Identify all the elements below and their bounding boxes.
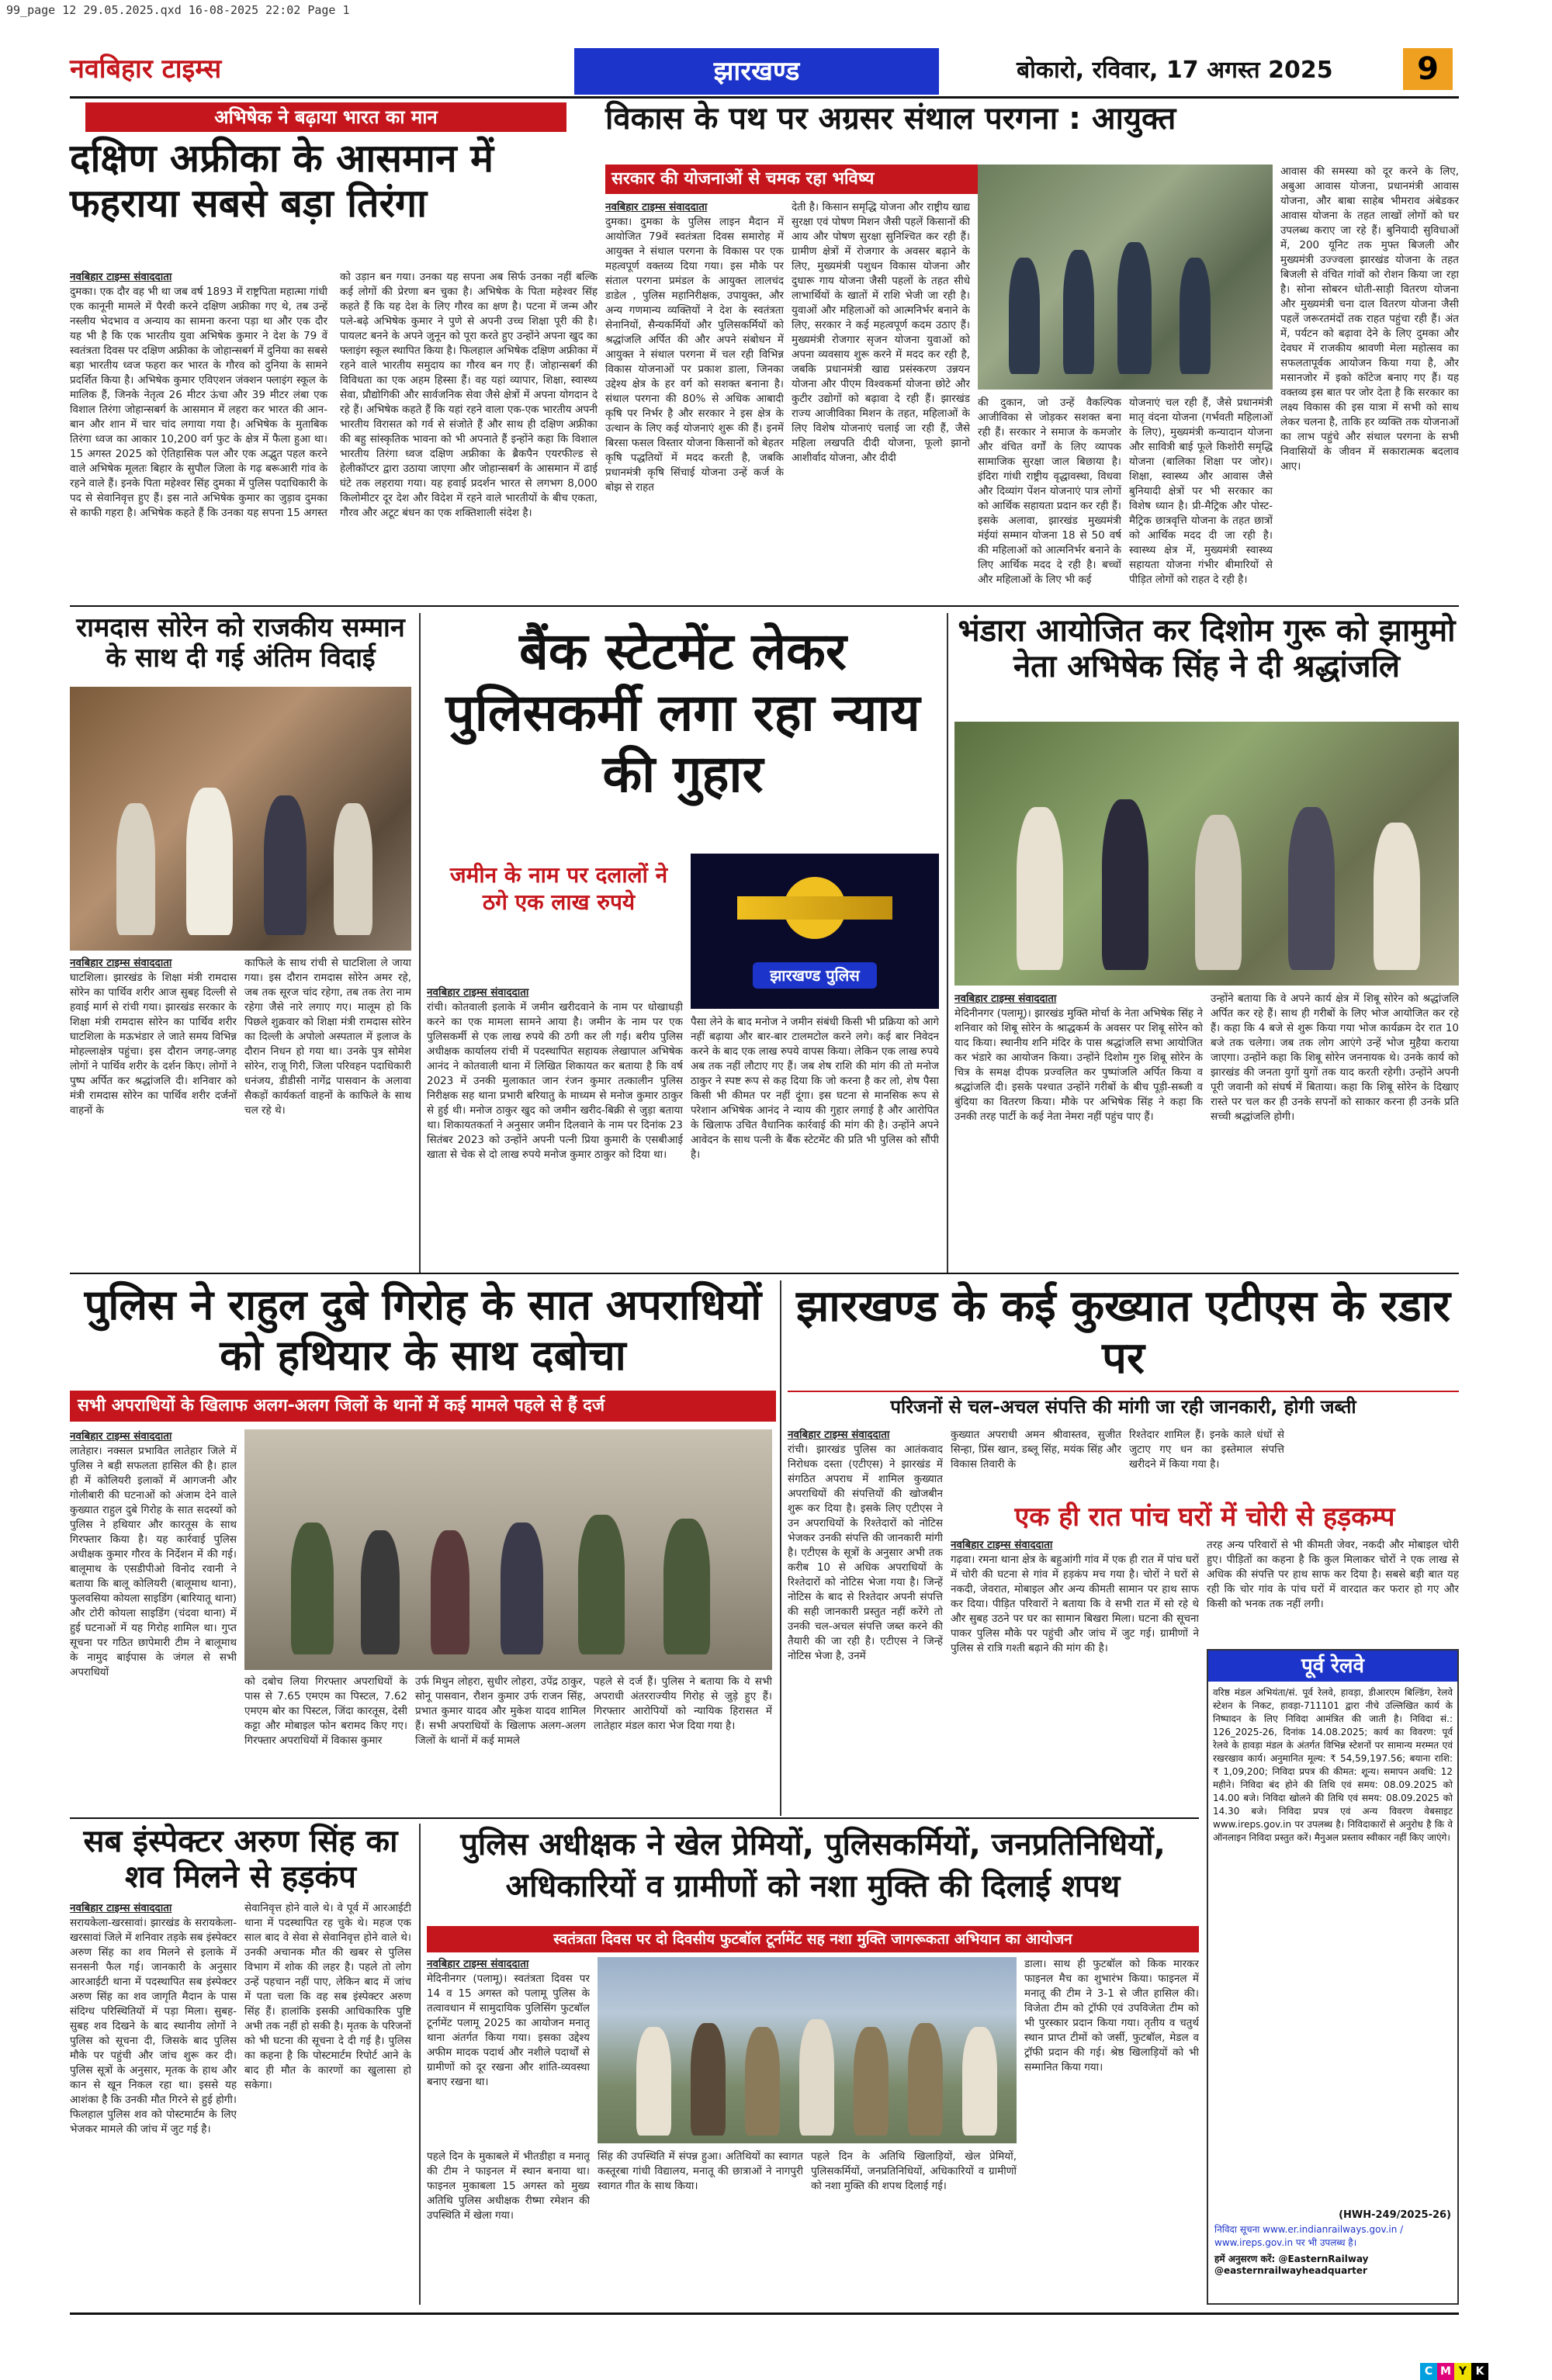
ad-social: हमें अनुसरण करें: @EasternRailway @easternrailwayheadquarter: [1214, 2254, 1369, 2276]
story4-byline: नवबिहार टाइम्स संवाददाता: [427, 986, 529, 999]
col-sep-2: [947, 613, 948, 1273]
section-banner: झारखण्ड: [574, 48, 939, 95]
story3-byline: नवबिहार टाइम्स संवाददाता: [70, 957, 172, 969]
story4-subhead: जमीन के नाम पर दलालों ने ठगे एक लाख रुपये: [449, 862, 668, 915]
story6-headline: पुलिस ने राहुल दुबे गिरोह के सात अपराधियों को हथियार के साथ दबोचा: [84, 1280, 762, 1380]
cyan-swatch: C: [1420, 2363, 1437, 2380]
story6-col4: पहले से दर्ज हैं। पुलिस ने बताया कि ये सभी अपराधी अंतरराज्यीय गिरोह से जुड़े हुए हैं। गिरफ्तार आरोपियों को न्यायिक हिरासत में लातेहार मंडल कारा भेज दिया गया है।: [594, 1675, 772, 1732]
print-slug: 99_page 12 29.05.2025.qxd 16-08-2025 22:02 Page 1: [6, 3, 350, 17]
story4-text-1: रांची। कोतवाली इलाके में जमीन खरीदवाने के नाम पर धोखाधड़ी करने का एक मामला सामने आया है। जमीन के नाम पर एक पुलिसकर्मी से एक लाख रुपये की ठगी कर ली गई। बरीय पुलिस अधीक्षक कार्यालय रांची में पदस्थापित सहायक लेखापाल अभिषेक आनंद ने कोतवाली थाना में लिखित शिकायत कर बताया है कि वर्ष 2023 में उनकी मुलाकात जान रंजन कुमार तत्कालीन पुलिस निरीक्षक सह थाना प्रभारी बरियातु के माध्यम से मनोज कुमार ठाकुर से हुई थी। मनोज ठाकुर खुद को जमीन खरीद-बिक्री से जुड़ा बताया था। शिकायतकर्ता ने अनुसार जमीन दिलवाने के नाम पर दिनांक 23 सितंबर 2023 को उन्होंने अपनी पत्नी प्रिया कुमारी के एसबीआई खाता से चेक से दो लाख रुपये मनोज कुमार ठाकुर को दिया था।: [427, 1001, 683, 1161]
story5-text-1: मेदिनीनगर (पलामू)। झारखंड मुक्ति मोर्चा के नेता अभिषेक सिंह ने शनिवार को शिबू सोरेन के श्राद्धकर्म के अवसर पर शिबू सोरेन को याद किया। स्थानीय शनि मंदिर के पास श्रद्धांजलि सभा आयोजित कर भंडारे का आयोजन किया। उन्होंने दिशोम गुरु शिबू सोरेन के चित्र के समक्ष दीपक प्रज्वलित कर पुष्पांजलि अर्पित किया व श्रद्धांजलि दी। इसके पश्चात उन्होंने गरीबों के बीच पूड़ी-सब्जी व बुंदिया का वितरण किया। मौके पर अभिषेक सिंह ने कहा कि उनकी तरह पार्टी के कई नेता नेमरा नहीं पहुंच पाए हैं।: [954, 1007, 1203, 1123]
story9-col1: [70, 1901, 237, 2305]
col-sep-4: [419, 1824, 421, 2305]
story7-col3: रिश्तेदार शामिल हैं। इनके काले धंधों से जुटाए गए धन का इस्तेमाल संपत्ति खरीदने में किया गया है।: [1129, 1429, 1284, 1471]
row-rule-3: [70, 1817, 1199, 1819]
story7-byline: नवबिहार टाइम्स संवाददाता: [788, 1429, 890, 1441]
story7-col1: [788, 1428, 943, 1808]
story2-text-1: दुमका। दुमका के पुलिस लाइन मैदान में आयोजित 79वें स्वतंत्रता दिवस समारोह में आयुक्त ने संथाल परगना के विकास पर एक महत्वपूर्ण वक्तव्य दिया गया। इस मौके पर संताल परगना प्रमंडल के आयुक्त लालचंद डाडेल , पुलिस महानिरीक्षक, उपायुक्त, और अन्य गणमान्य व्यक्तियों ने देश के स्वतंत्रता सेनानियों, सैन्यकर्मियों और पुलिसकर्मियों को श्रद्धांजलि अर्पित की और अपने संबोधन में आयुक्त ने संथाल परगना में चल रही विभिन्न विकास योजनाओं पर प्रकाश डाला, जिनका उद्देश्य क्षेत्र के हर वर्ग को सशक्त बनाना है। संथाल परगना की 80% से अधिक आबादी कृषि पर निर्भर है और सरकार ने इस क्षेत्र के उत्थान के लिए कई योजनाएं शुरू की हैं। इनमें बिरसा फसल विस्तार योजना किसानों को बेहतर कृषि पद्धतियों में मदद करती है, जबकि प्रधानमंत्री कृषि सिंचाई योजना उन्हें कर्ज के बोझ से राहत: [605, 216, 784, 494]
story10-col5: डाला। साथ ही फुटबॉल को किक मारकर फाइनल मैच का शुभारंभ किया। फाइनल में मनातू की टीम ने 3-1 से जीत हासिल की। विजेता टीम को ट्रॉफी एवं उपविजेता टीम को भी पुरस्कार प्रदान किया गया। तृतीय व चतुर्थ स्थान प्राप्त टीमों को जर्सी, फुटबॉल, मेडल व ट्रॉफी प्रदान की गई। श्रेष्ठ खिलाड़ियों को भी सम्मानित किया गया।: [1024, 1958, 1199, 2073]
story2-headline: विकास के पथ पर अग्रसर संथाल परगना : आयुक्त: [605, 101, 1176, 137]
story1-body: [70, 270, 598, 604]
story10-headline: पुलिस अधीक्षक ने खेल प्रेमियों, पुलिसकर्मियों, जनप्रतिनिधियों, अधिकारियों व ग्रामीणों को नशा मुक्ति की दिलाई शपथ: [460, 1827, 1166, 1904]
story9-byline: नवबिहार टाइम्स संवाददाता: [70, 1902, 172, 1914]
ad-ref: (HWH-249/2025-26): [1339, 2209, 1451, 2221]
story10-col3: सिंह की उपस्थिति में संपन्न हुआ। अतिथियों का स्वागत कस्तूरबा गांधी विद्यालय, मनातू की छात्राओं ने नागपुरी स्वागत गीत के साथ किया।: [598, 2150, 803, 2192]
story1-kicker: अभिषेक ने बढ़ाया भारत का मान: [85, 102, 566, 132]
story10-subhead: स्वतंत्रता दिवस पर दो दिवसीय फुटबॉल टूर्नामेंट सह नशा मुक्ति जागरूकता अभियान का आयोजन: [427, 1926, 1199, 1952]
story10-col2: पहले दिन के मुकाबले में भीतडीहा व मनातू की टीम ने फाइनल में स्थान बनाया था। फाइनल मुकाबला 15 अगस्त को मुख्य अतिथि पुलिस अधीक्षक रीष्मा रमेशन की उपस्थिति में खेला गया।: [427, 2150, 590, 2222]
story2-photo: [978, 165, 1273, 390]
story8-headline: एक ही रात पांच घरों में चोरी से हड़कम्प: [1014, 1502, 1395, 1533]
story8-col2: तरह अन्य परिवारों से भी कीमती जेवर, नकदी और मोबाइल चोरी हुए। पीड़ितों का कहना है कि कुल मिलाकर चोरों ने एक लाख से अधिक की संपत्ति पर हाथ साफ कर दिया है। सबसे बड़ी बात यह रही कि चोर गांव के पांच घरों में वारदात कर फरार हो गए और किसी को भनक तक नहीं लगी।: [1207, 1539, 1459, 1610]
story3-headline: रामदास सोरेन को राजकीय सम्मान के साथ दी गई अंतिम विदाई: [76, 612, 405, 674]
story6-col2: को दबोच लिया गिरफ्तार अपराधियों के पास से 7.65 एमएम का पिस्टल, 7.62 एमएम बोर का पिस्टल, जिंदा कारतूस, देसी कट्टा और मोबाइल फोन बरामद किए गए। गिरफ्तार अपराधियों में विकास कुमार: [244, 1675, 407, 1747]
story8-byline: नवबिहार टाइम्स संवाददाता: [951, 1539, 1053, 1551]
magenta-swatch: M: [1437, 2363, 1454, 2380]
print-color-bar: [1420, 2363, 1488, 2380]
story9-text-1: सरायकेला-खरसावां। झारखंड के सरायकेला-खरसावां जिले में शनिवार तड़के सब इंस्पेक्टर अरुण सिंह का शव मिलने से इलाके में सनसनी फैल गई। जानकारी के अनुसार आरआईटी थाना में पदस्थापित सब इंस्पेक्टर अरुण सिंह का शव जागृति मैदान के पास संदिग्ध परिस्थितियों में पड़ा मिला। सुबह-सुबह शव दिखने के बाद स्थानीय लोगों ने पुलिस को सूचना दी, जिसके बाद पुलिस मौके पर पहुंची और जांच शुरू कर दी। पुलिस सूत्रों के अनुसार, मृतक के हाथ और कान से खून निकल रहा था। इससे यह आशंका है कि उनकी मौत गिरने से हुई होगी। फिलहाल पुलिस शव को पोस्टमार्टम के लिए भेजकर मामले की जांच में जुट गई है।: [70, 1917, 237, 2136]
story3-col1: [70, 956, 237, 1266]
police-badge-label: झारखण्ड पुलिस: [753, 962, 877, 989]
story6-col3: उर्फ मिथुन लोहरा, सुधीर लोहरा, उपेंद्र ठाकुर, सोनू पासवान, रौशन कुमार उर्फ राजन सिंह, प्रभात कुमार यादव और मुकेश यादव शामिल हैं। सभी अपराधियों के खिलाफ अलग-अलग जिलों के थानों में कई मामले: [415, 1675, 586, 1747]
ad-body: वरिष्ठ मंडल अभियंता/सं. पूर्व रेलवे, हावड़ा, डीआरएम बिल्डिंग, रेलवे स्टेशन के निकट, हावड़ा-711101 द्वारा नीचे उल्लिखित कार्य के निष्पादन के लिए निविदा आमंत्रित की जाती है। निविदा सं.: 126_2025-26, दिनांक 14.08.2025; कार्य का विवरण: पूर्व रेलवे के हावड़ा मंडल के अंतर्गत विभिन्न स्टेशनों पर सामान्य मरम्मत एवं रखरखाव कार्य। अनुमानित मूल्य: ₹ 54,59,197.56; बयाना राशि: ₹ 1,09,200; निविदा प्रपत्र की कीमत: शून्य। समापन अवधि: 12 महीने। निविदा बंद होने की तिथि एवं समय: 08.09.2025 को 14.00 बजे। निविदा खोलने की तिथि एवं समय: 08.09.2025 को 14.30 बजे। निविदा प्रपत्र एवं अन्य विवरण वेबसाइट www.ireps.gov.in पर उपलब्ध है। निविदाकारों से अनुरोध है कि वे ऑनलाइन निविदा प्रस्तुत करें। मैनुअल प्रस्ताव स्वीकार नहीं किए जाएंगे।: [1213, 1687, 1453, 1843]
story4-col2: पैसा लेने के बाद मनोज ने जमीन संबंधी किसी भी प्रक्रिया को आगे नहीं बढ़ाया और बार-बार टालमटोल करने लगे। कई बार निवेदन करने के बाद एक लाख रुपये वापस किया। लेकिन एक लाख रुपये अब तक नहीं लौटाए गए हैं। जब शेष राशि की मांग की तो मनोज ठाकुर ने स्पष्ट रूप से कह दिया कि जो करना है कर लो, शेष पैसा किसी भी कीमत पर नहीं दूंगा। इस घटना से मानसिक रूप से परेशान अभिषेक आनंद ने न्याय की गुहार लगाई है और आरोपित के खिलाफ उचित वैधानिक कार्रवाई की मांग की है। उन्होंने अपने आवेदन के साथ पत्नी के बैंक स्टेटमेंट की प्रति भी पुलिस को सौंपी है।: [691, 1016, 939, 1161]
row-rule-1: [70, 605, 1459, 607]
page-number: 9: [1403, 48, 1453, 90]
story7-headline: झारखण्ड के कई कुख्यात एटीएस के रडार पर: [795, 1281, 1451, 1384]
ad-web: निविदा सूचना www.er.indianrailways.gov.in / www.ireps.gov.in पर भी उपलब्ध है।: [1214, 2224, 1404, 2248]
story6-subhead: सभी अपराधियों के खिलाफ अलग-अलग जिलों के थानों में कई मामले पहले से हैं दर्ज: [70, 1391, 776, 1422]
story2-byline: नवबिहार टाइम्स संवाददाता: [605, 201, 708, 213]
story3-col2: काफिले के साथ रांची से घाटशिला ले जाया गया। इस दौरान रामदास सोरेन अमर रहे, जब तक सूरज चांद रहेगा, तब तक तेरा नाम रहेगा जैसे नारे लगाए गए। मालूम हो कि पिछले शुक्रवार को शिक्षा मंत्री रामदास सोरेन का दिल्ली के अपोलो अस्पताल में इलाज के दौरान निधन हो गया था। उनके पुत्र सोमेश सोरेन, राजू गिरी, जिला परिवहन पदाधिकारी धनंजय, डीडीसी नागेंद्र पासवान के अलावा सैकड़ों कार्यकर्ता वाहनों के काफिले के साथ चल रहे थे।: [244, 957, 411, 1117]
story6-col1: [70, 1429, 237, 1685]
paper-name: नवबिहार टाइम्स: [70, 54, 222, 85]
story7-subhead: परिजनों से चल-अचल संपत्ति की मांगी जा रही जानकारी, होगी जब्ती: [890, 1396, 1356, 1418]
story10-photo: [598, 1957, 1017, 2143]
story6-text-1: लातेहार। नक्सल प्रभावित लातेहार जिले में पुलिस ने बड़ी सफलता हासिल की है। हाल ही में कोलियरी इलाकों में आगजनी और गोलीबारी की घटनाओं को अंजाम देने वाले कुख्यात राहुल दुबे गिरोह के सात सदस्यों को पुलिस ने हथियार और कारतूस के साथ गिरफ्तार किया है। यह कार्रवाई पुलिस अधीक्षक कुमार गौरव के निर्देशन में की गई। बालूमाथ के एसडीपीओ विनोद रवानी ने बताया कि बालू कोलियरी (बालूमाथ थाना), फुलवसिया कोयला साइडिंग (बारियातू थाना) और टोरी कोयला साइडिंग (चंदवा थाना) में हुई घटनाओं में यह गिरोह शामिल था। गुप्त सूचना पर गठित छापेमारी टीम ने बालूमाथ के नामुद बाईपास के जंगल से सभी अपराधियों: [70, 1445, 237, 1678]
story1-headline: दक्षिण अफ्रीका के आसमान में फहराया सबसे बड़ा तिरंगा: [70, 136, 494, 226]
black-swatch: K: [1471, 2363, 1488, 2380]
col-sep-1: [419, 613, 421, 1273]
story1-byline: नवबिहार टाइम्स संवाददाता: [70, 271, 172, 283]
story4-headline: बैंक स्टेटमेंट लेकर पुलिसकर्मी लगा रहा न्याय की गुहार: [445, 622, 920, 805]
story5-headline: भंडारा आयोजित कर दिशोम गुरू को झामुमो नेता अभिषेक सिंह ने दी श्रद्धांजलि: [958, 613, 1456, 684]
story4-col1: [427, 986, 683, 1265]
story2-col5: आवास की समस्या को दूर करने के लिए, अबुआ आवास योजना, प्रधानमंत्री आवास योजना, और बाबा साहेब भीमराव अंबेडकर आवास योजना के तहत लाखों लोगों को घर उपलब्ध कराए जा रहे हैं। बुनियादी सुविधाओं में, 200 यूनिट तक मुफ्त बिजली और मुख्यमंत्री उज्ज्वला झारखंड योजना के तहत बिजली से वंचित गांवों को रोशन किया जा रहा है। सोना सोबरन धोती-साड़ी वितरण योजना और मुख्यमंत्री चना दाल वितरण योजना जैसी पहलें जरूरतमंदों तक राहत पहुंचा रही हैं। अंत में, पर्यटन को बढ़ावा देने के लिए दुमका और देवघर में राजकीय श्रावणी मेला महोत्सव का सफलतापूर्वक आयोजन किया गया है, और मसानजोर में इको कॉटेज बनाए गए हैं। यह वक्तव्य इस बात पर जोर देता है कि सरकार का लक्ष्य विकास की इस यात्रा में सभी को साथ लेकर चलना है, ताकि हर व्यक्ति तक योजनाओं का लाभ पहुंचे और संथाल परगना के सभी निवासियों के जीवन में सकारात्मक बदलाव आए।: [1280, 165, 1459, 473]
story10-text-1: मेदिनीनगर (पलामू)। स्वतंत्रता दिवस पर 14 व 15 अगस्त को पलामू पुलिस के तत्वावधान में सामुदायिक पुलिसिंग फुटबॉल टूर्नामेंट पलामू 2025 का आयोजन मनातू थाना अंतर्गत किया गया। इसका उद्देश्य अफीम मादक पदार्थ और नशीले पदार्थों से ग्रामीणों को दूर रखना और शांति-व्यवस्था बनाए रखना था।: [427, 1973, 590, 2088]
story6-byline: नवबिहार टाइम्स संवाददाता: [70, 1430, 172, 1443]
story2-col3: की दुकान, जो उन्हें वैकल्पिक आजीविका से जोड़कर सशक्त बना रही हैं। सरकार ने समाज के कमजोर और वंचित वर्गों के लिए व्यापक सामाजिक सुरक्षा जाल बिछाया है। इंदिरा गांधी राष्ट्रीय वृद्धावस्था, विधवा और दिव्यांग पेंशन योजनाएं पात्र लोगों को आर्थिक सहायता प्रदान कर रही हैं। इसके अलावा, झारखंड मुख्यमंत्री मंईयां सम्मान योजना 18 से 50 वर्ष की महिलाओं को आत्मनिर्भर बनाने के लिए आर्थिक मदद दे रही है। बच्चों और महिलाओं के लिए भी कई: [978, 397, 1121, 586]
footer-rule: [70, 2312, 1459, 2315]
story10-col4: पहले दिन के अतिथि खिलाड़ियों, खेल प्रेमियों, पुलिसकर्मियों, जनप्रतिनिधियों, अधिकारियों व ग्रामीणों को नशा मुक्ति की शपथ दिलाई गई।: [811, 2150, 1017, 2192]
story8-text-1: गढ़वा। रमना थाना क्षेत्र के बहुआंगी गांव में एक ही रात में पांच घरों में चोरी की घटना से गांव में हड़कंप मच गया है। चोरों ने घरों से नकदी, जेवरात, मोबाइल और अन्य कीमती सामान पर हाथ साफ कर दिया। पीड़ित परिवारों ने बताया कि वे सभी रात में सो रहे थे और सुबह उठने पर घर का सामान बिखरा मिला। घटना की सूचना पाकर पुलिस मौके पर पहुंची और जांच में जुट गई। ग्रामीणों ने पुलिस से रात्रि गश्ती बढ़ाने की मांग की है।: [951, 1554, 1199, 1654]
story2-col1: [605, 200, 784, 588]
ad-header: पूर्व रेलवे: [1208, 1651, 1457, 1682]
police-badge: [691, 854, 939, 1009]
story7-col2: कुख्यात अपराधी अमन श्रीवास्तव, सुजीत सिन्हा, प्रिंस खान, डब्लू सिंह, मयंक सिंह और विकास तिवारी के: [951, 1429, 1121, 1471]
yellow-swatch: Y: [1454, 2363, 1471, 2380]
story1-text: दुमका। एक दौर वह भी था जब वर्ष 1893 में राष्ट्रपिता महात्मा गांधी एक कानूनी मामले में पैरवी करने दक्षिण अफ्रीका गए थे, तब उन्हें नस्लीय भेदभाव व अन्याय का सामना करना पड़ा था और एक दौर यह भी है कि एक भारतीय युवा अभिषेक कुमार ने देश के 79 वें स्वतंत्रता दिवस पर दक्षिण अफ्रीका के जोहान्सबर्ग में दुनिया का सबसे बड़ा भारतीय ध्वज फहरा कर भारत के गौरव को दुनिया के सामने प्रदर्शित किया है। अभिषेक कुमार एविएशन जंक्शन फ्लाइंग स्कूल के मालिक हैं, जिनके नेतृत्व 26 मीटर ऊंचा और 39 मीटर लंबा एक विशाल तिरंगा जोहान्सबर्ग के आसमान में लहरा कर भारत की आन-बान और शान में चार चांद लगाया गया है। अभिषेक के मुताबिक तिरंगा ध्वज का आकार 10,200 वर्ग फुट के क्षेत्र में फैला हुआ था। 15 अगस्त 2025 को ऐतिहासिक पल और एक अद्भुत पहल करने वाले अभिषेक मूलतः बिहार के सुपौल जिला के गढ़ बरूआरी गांव के रहने वाले हैं। इनके पिता महेश्वर सिंह दुमका में पुलिस पदाधिकारी के पद से सेवानिवृत्त हुए हैं। इस नाते अभिषेक कुमार का जुड़ाव दुमका से काफी गहरा है। अभिषेक कहते हैं कि उनका यह सपना 15 अगस्त को उड़ान बन गया। उनका यह सपना अब सिर्फ उनका नहीं बल्कि कई लोगों की प्रेरणा बन चुका है। अभिषेक के पिता महेश्वर सिंह कहते हैं कि यह देश के लिए गौरव का क्षण है। पटना में जन्म और पले-बढ़े अभिषेक कुमार ने पुणे से अपनी उच्च शिक्षा पूरी की है। पायलट बनने के अपने जुनून को पूरा करते हुए उन्होंने अपना खुद का फ्लाइंग स्कूल स्थापित किया है। फिलहाल अभिषेक दक्षिण अफ्रीका में रहने वाले भारतीय समुदाय का गौरव बन गए हैं। जोहान्सबर्ग की विविधता का एक अहम हिस्सा हैं। वह यहां व्यापार, शिक्षा, स्वास्थ्य सेवा, प्रौद्योगिकी और सार्वजनिक सेवा जैसे क्षेत्रों में अपना योगदान दे रहे हैं। अभिषेक कहते हैं कि यहां रहने वाला एक-एक भारतीय अपनी भारतीय विरासत को गर्व से संजोते हैं और साथ ही दक्षिण अफ्रीका की बहु सांस्कृतिक भावना को भी अपनाते हैं इन्होंने कहा कि विशाल भारतीय तिरंगा ध्वज दक्षिण अफ्रीका के ब्रैकपैन एयरफील्ड से हेलीकॉप्टर द्वारा उठाया जाएगा और जोहान्सबर्ग के आसमान में ढाई घंटे तक लहराया गया। यह हवाई प्रदर्शन भारत से लगभग 8,000 किलोमीटर दूर देश और विदेश में रहने वाले भारतीयों के बीच एकता, गौरव और अटूट बंधन का एक शक्तिशाली संदेश है।: [70, 271, 598, 519]
story7-text-1: रांची। झारखंड पुलिस का आतंकवाद निरोधक दस्ता (एटीएस) ने झारखंड में संगठित अपराध में शामिल कुख्यात अपराधियों की संपत्तियों की खोजबीन शुरू कर दिया है। इसके लिए एटीएस ने उन अपराधियों के रिश्तेदारों को नोटिस भेजकर उनकी संपत्ति की जानकारी मांगी है। एटीएस के सूत्रों के अनुसार अभी तक करीब 10 से अधिक अपराधियों के रिश्तेदारों को नोटिस भेजा गया है। जिन्हें नोटिस के बाद से रिश्तेदार अपनी संपत्ति की सही जानकारी प्रस्तुत नहीं करेंगे तो उनकी चल-अचल संपत्ति जब्त करने की तैयारी की जा रही है। एटीएस ने जिन्हें नोटिस भेजा है, उनमें: [788, 1443, 943, 1662]
story7-subhead-rule: [788, 1391, 1459, 1392]
row-rule-2: [70, 1273, 1459, 1274]
story8-col1: [951, 1538, 1199, 1810]
story5-byline: नवबिहार टाइम्स संवाददाता: [954, 993, 1057, 1005]
story2-col4: योजनाएं चल रही हैं, जैसे प्रधानमंत्री मातृ वंदना योजना (गर्भवती महिलाओं के लिए), मुख्यमंत्री कन्यादान योजना और सावित्री बाई फूले किशोरी समृद्धि योजना (बालिका शिक्षा पर जोर)। शिक्षा, स्वास्थ्य और आवास जैसे बुनियादी क्षेत्रों पर भी सरकार का विशेष ध्यान है। प्री-मैट्रिक और पोस्ट-मैट्रिक छात्रवृत्ति योजना के तहत छात्रों को आर्थिक मदद दी जा रही है। स्वास्थ्य क्षेत्र में, मुख्यमंत्री स्वास्थ्य सहायता योजना गंभीर बीमारियों से पीड़ित लोगों को राहत दे रही है।: [1129, 397, 1273, 586]
story10-byline: नवबिहार टाइम्स संवाददाता: [427, 1958, 529, 1970]
story5-col2: उन्होंने बताया कि वे अपने कार्य क्षेत्र में शिबू सोरेन को श्रद्धांजलि अर्पित कर रहे हैं। साथ ही गरीबों के लिए भोज आयोजित कर रहे हैं। कहा कि 4 बजे से शुरू किया गया भोज कार्यक्रम देर रात 10 बजे तक चलेगा। जब तक लोग आएंगे उन्हें भोज मुहैया कराया जाएगा। उन्होंने कहा कि शिबू सोरेन जननायक थे। उनके कार्य को झारखंड की जनता युगों युगों तक याद करती रहेगी। उन्होंने अपनी पूरी जवानी को संघर्ष में बिताया। कहा कि शिबू सोरेन के दिखाए रास्ते पर चल कर ही उनके सपनों को साकार करना ही उनके प्रति सच्ची श्रद्धांजलि होगी।: [1211, 993, 1459, 1123]
story5-photo: [954, 722, 1459, 986]
dateline: बोकारो, रविवार, 17 अगस्त 2025: [1017, 57, 1333, 84]
story2-subhead: सरकार की योजनाओं से चमक रहा भविष्य: [605, 165, 978, 194]
masthead-rule: [70, 96, 1459, 99]
story2-col2: देती है। किसान समृद्धि योजना और राष्ट्रीय खाद्य सुरक्षा एवं पोषण मिशन जैसी पहलें किसानों की आय और पोषण सुरक्षा सुनिश्चित कर रही हैं। ग्रामीण क्षेत्रों में रोजगार के अवसर बढ़ाने के लिए, मुख्यमंत्री पशुधन विकास योजना और दुधारू गाय योजना जैसी पहलों के तहत सीधे लाभार्थियों के खातों में राशि भेजी जा रही है। युवाओं और महिलाओं को आत्मनिर्भर बनाने के लिए, सरकार ने कई महत्वपूर्ण कदम उठाए हैं। मुख्यमंत्री रोजगार सृजन योजना युवाओं को अपना व्यवसाय शुरू करने में मदद कर रही है, जबकि प्रधानमंत्री खाद्य प्रसंस्करण उन्नयन योजना और पीएम विश्वकर्मा योजना छोटे और कुटीर उद्योगों को बढ़ावा दे रही हैं। झारखंड राज्य आजीविका मिशन के तहत, महिलाओं के लिए विशेष योजनाएं चलाई जा रही हैं, जैसे महिला लखपति दीदी योजना, फूलो झानो आशीर्वाद योजना, और दीदी: [792, 201, 970, 464]
railway-tender-ad: [1207, 1649, 1459, 2305]
story9-headline: सब इंस्पेक्टर अरुण सिंह का शव मिलने से हड़कंप: [83, 1824, 398, 1895]
story3-text-1: घाटशिला। झारखंड के शिक्षा मंत्री रामदास सोरेन का पार्थिव शरीर आज सुबह दिल्ली से हवाई मार्ग से रांची गया। झारखंड सरकार के शिक्षा मंत्री रामदास सोरेन का पार्थिव शरीर घाटशिला के मऊभंडार ले जाते समय विभिन्न मोहल्लाक्षेत्र पहुंचा। इस दौरान जगह-जगह लोगों ने पार्थिव शरीर के दर्शन किए। लोगों ने पुष्प अर्पित कर श्रद्धांजलि दी। शनिवार को मंत्री रामदास सोरेन का पार्थिव शरीर दर्जनों वाहनों के: [70, 972, 237, 1117]
story6-photo: [244, 1429, 772, 1670]
story9-col2: सेवानिवृत्त होने वाले थे। वे पूर्व में आरआईटी थाना में पदस्थापित रह चुके थे। महज एक साल बाद वे सेवा से सेवानिवृत्त होने वाले थे। उनकी अचानक मौत की खबर से पुलिस विभाग में शोक की लहर है। पहले तो लोग उन्हें पहचान नहीं पाए, लेकिन बाद में जांच में पता चला कि वह सब इंस्पेक्टर अरुण सिंह हैं। हालांकि इसकी आधिकारिक पुष्टि अभी तक नहीं हो सकी है। मृतक के परिजनों को भी घटना की सूचना दे दी गई है। पुलिस का कहना है कि पोस्टमार्टम रिपोर्ट आने के बाद ही मौत के कारणों का खुलासा हो सकेगा।: [244, 1902, 411, 2091]
story10-col1: [427, 1957, 590, 2136]
col-sep-3: [780, 1280, 781, 1816]
story3-photo: [70, 687, 411, 951]
story5-col1: [954, 992, 1203, 1265]
